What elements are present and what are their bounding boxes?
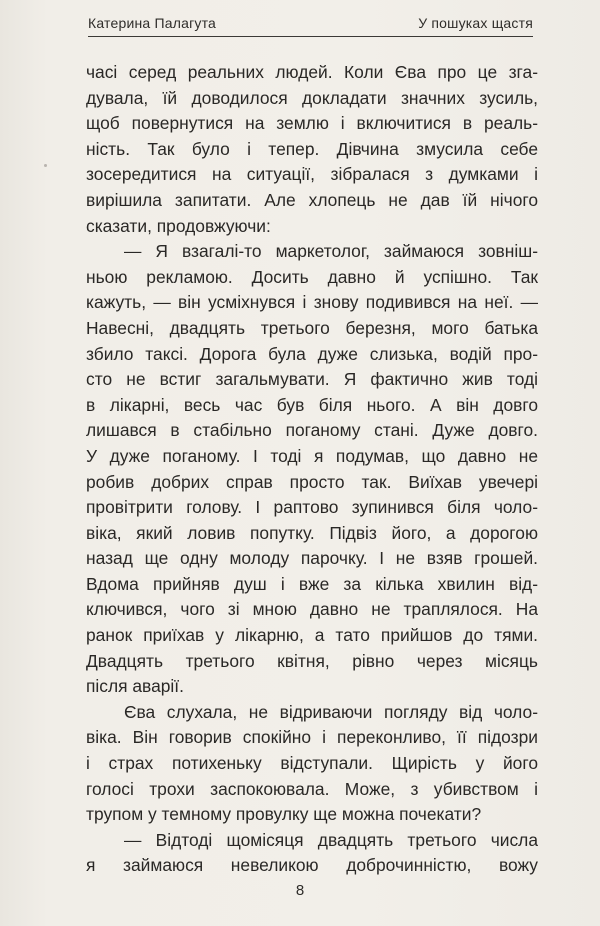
text-line: ключився, чого зі мною давно не траплялося. На <box>86 599 538 620</box>
text-line: Навесні, двадцять третього березня, мого батька <box>86 317 538 338</box>
text-line: вирішила запитати. Але хлопець не дав їй нічого <box>86 189 538 210</box>
text-line: робив добрих справ просто так. Виїхав увечері <box>86 471 538 492</box>
text-line: Єва слухала, не відриваючи погляду від чоло- <box>124 701 538 722</box>
text-line: сказати, продовжуючи: <box>86 215 271 236</box>
text-line: я займаюся невеликою доброчинністю, вожу <box>86 855 538 876</box>
running-head <box>88 12 533 37</box>
text-line: назад ще одну молоду парочку. І не взяв грошей. <box>86 548 538 569</box>
text-line: лишався в стабільно поганому стані. Дуже довго. <box>86 420 538 441</box>
text-line: віка. Він говорив спокійно і переконливо, її підозри <box>86 727 538 748</box>
text-line: сто не встиг загальмувати. Я фактично жив тоді <box>86 369 538 390</box>
text-line: часі серед реальних людей. Коли Єва про це зга- <box>86 62 538 82</box>
text-line: голосі трохи заспокоювала. Може, з убивством і <box>86 778 538 799</box>
text-line: дувала, їй доводилося докладати значних зусиль, <box>86 87 538 108</box>
text-line: Двадцять третього квітня, рівно через місяць <box>86 650 538 671</box>
text-line: ранок приїхав у лікарню, а тато прийшов до тями. <box>86 625 538 646</box>
text-line: провітрити голову. І раптово зупинився біля чоло- <box>86 497 538 518</box>
text-line: збило таксі. Дорога була дуже слизька, водій про- <box>86 343 538 364</box>
text-line: зосередитися на ситуації, зібралася з думками і <box>86 164 538 185</box>
text-line: У дуже поганому. І тоді я подумав, що давно не <box>86 445 538 466</box>
text-line: віка, який ловив попутку. Підвіз його, а дорогою <box>86 522 538 543</box>
text-line: в лікарні, весь час був біля нього. А він довго <box>86 394 538 415</box>
text-line: ньою рекламою. Досить давно й успішно. Так <box>86 266 538 287</box>
body-text <box>86 60 538 879</box>
page-number: 8 <box>295 882 305 899</box>
paper-speck <box>44 164 47 167</box>
text-line: щоб повернутися на землю і включитися в реаль- <box>86 113 538 134</box>
text-line: — Я взагалі-то маркетолог, займаюся зовніш- <box>124 241 538 262</box>
text-line: після аварії. <box>86 676 184 697</box>
text-line: і страх потихеньку відступали. Щирість у його <box>86 753 538 774</box>
text-line: — Відтоді щомісяця двадцять третього числа <box>124 829 538 850</box>
text-line: Вдома прийняв душ і вже за кілька хвилин від- <box>86 573 538 594</box>
text-line: кажуть, — він усміхнувся і знову подивився на неї. — <box>86 292 538 313</box>
author-name: Катерина Палагута <box>88 15 217 31</box>
book-title: У пошуках щастя <box>418 15 533 31</box>
text-line: ність. Так було і тепер. Дівчина змусила себе <box>86 138 538 159</box>
text-line: трупом у темному провулку ще можна почекати? <box>86 804 482 825</box>
